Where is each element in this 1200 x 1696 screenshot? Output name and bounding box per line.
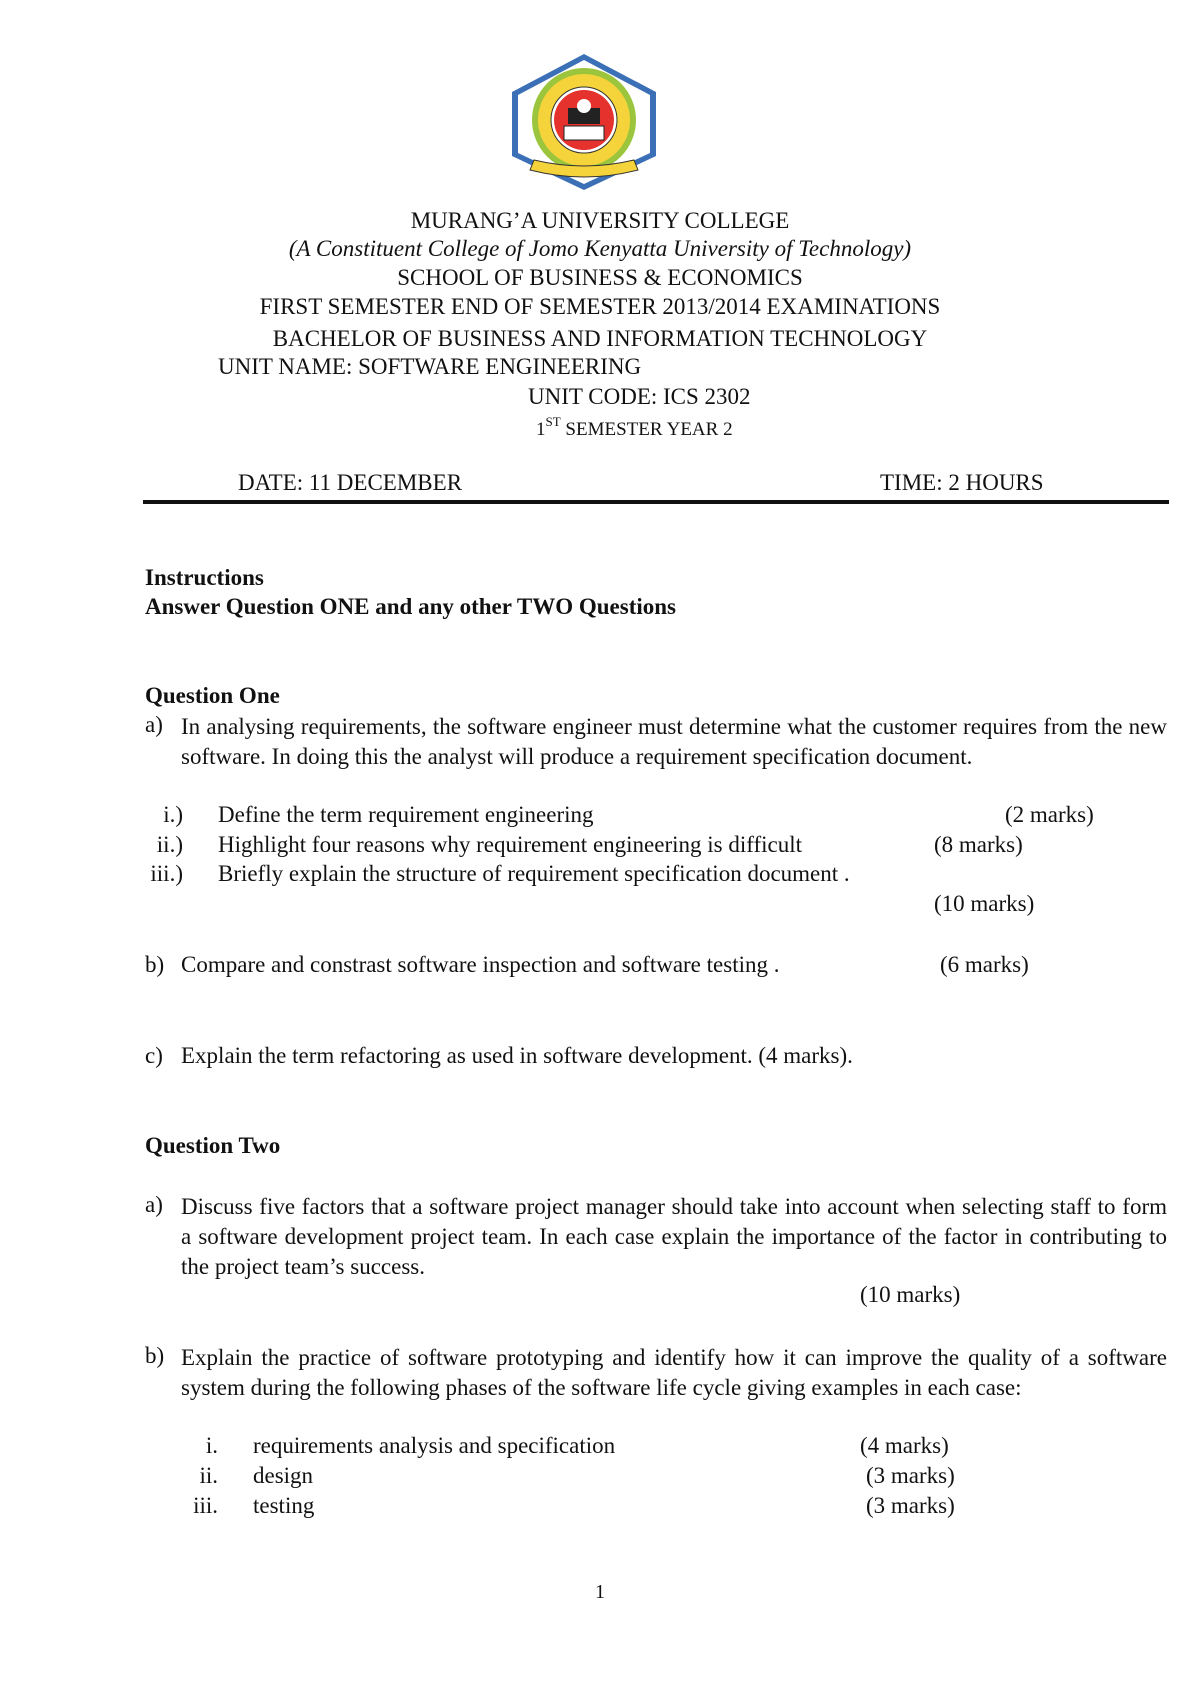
q2-b-sub-i-text: requirements analysis and specification [253, 1433, 616, 1458]
header-divider [143, 500, 1169, 504]
q2-part-b [145, 1343, 1167, 1435]
unit-code: UNIT CODE: ICS 2302 [528, 384, 751, 409]
page-number: 1 [595, 1581, 605, 1603]
q2-b-sub-ii-number: ii. [199, 1463, 218, 1488]
q2-b-text: Explain the practice of software prototyping and identify how it can improve the quality of a software system during the following phases of the software life cycle giving examples in each case: [181, 1345, 1167, 1400]
constituent-college: (A Constituent College of Jomo Kenyatta University of Technology) [288, 236, 912, 261]
exam-time: TIME: 2 HOURS [880, 470, 1044, 495]
q2-b-sub-i-marks: (4 marks) [860, 1433, 949, 1458]
instructions-title: Instructions [145, 565, 264, 590]
semester-suffix: ST [545, 414, 561, 429]
instructions-text: Answer Question ONE and any other TWO Questions [145, 594, 677, 619]
q1-b-marks: (6 marks) [940, 952, 1029, 977]
q1-b-text: Compare and constrast software inspection and software testing . [181, 952, 780, 977]
exam-title: FIRST SEMESTER END OF SEMESTER 2013/2014 EXAMINATIONS [259, 294, 941, 319]
q1-a-label: a) [145, 712, 163, 737]
semester-text: SEMESTER YEAR 2 [560, 419, 733, 440]
q2-b-sub-ii-marks: (3 marks) [866, 1463, 955, 1488]
semester-number: 1 [536, 419, 546, 440]
q1-a-sub-i-number: i.) [163, 802, 183, 827]
question-two-title: Question Two [145, 1133, 281, 1158]
q1-a-sub-iii-marks: (10 marks) [934, 891, 1035, 916]
q1-a-sub-ii-marks: (8 marks) [934, 832, 1023, 857]
q2-b-sub-iii-text: testing [253, 1493, 315, 1518]
school-name: SCHOOL OF BUSINESS & ECONOMICS [397, 265, 803, 290]
q2-a-label: a) [145, 1192, 163, 1217]
unit-name: UNIT NAME: SOFTWARE ENGINEERING [218, 354, 642, 379]
q1-c-label: c) [145, 1043, 163, 1068]
q2-a-text: Discuss five factors that a software project manager should take into account when selecting staff to form a software development project team. In each case explain the importance of the factor in contributing to the project team’s success. [181, 1194, 1167, 1279]
q1-a-sub-iii-text: Briefly explain the structure of requirement specification document . [218, 861, 850, 886]
q2-part-a [145, 1192, 1167, 1284]
programme-name: BACHELOR OF BUSINESS AND INFORMATION TECHNOLOGY [272, 326, 928, 351]
q2-b-label: b) [145, 1343, 165, 1368]
q2-b-sub-iii-marks: (3 marks) [866, 1493, 955, 1518]
q2-a-marks: (10 marks) [860, 1282, 961, 1307]
q1-a-sub-ii-number: ii.) [156, 832, 183, 857]
exam-date: DATE: 11 DECEMBER [238, 470, 463, 495]
university-logo [508, 52, 660, 192]
q1-a-text: In analysing requirements, the software engineer must determine what the customer requires from the new software. In doing this the analyst will produce a requirement specification document. [181, 714, 1167, 769]
q2-b-sub-iii-number: iii. [193, 1493, 218, 1518]
q1-part-a [145, 712, 1167, 804]
q1-a-sub-ii-text: Highlight four reasons why requirement engineering is difficult [218, 832, 803, 857]
institution-name: MURANG’A UNIVERSITY COLLEGE [410, 208, 790, 233]
q1-c-text: Explain the term refactoring as used in software development. (4 marks). [181, 1043, 853, 1068]
semester-year [536, 414, 733, 441]
q2-b-sub-ii-text: design [253, 1463, 314, 1488]
q1-a-sub-iii-number: iii.) [150, 861, 183, 886]
q1-b-label: b) [145, 952, 165, 977]
q1-a-sub-i-text: Define the term requirement engineering [218, 802, 594, 827]
q2-b-sub-i-number: i. [205, 1433, 218, 1458]
q1-a-sub-i-marks: (2 marks) [1005, 802, 1094, 827]
question-one-title: Question One [145, 683, 280, 708]
